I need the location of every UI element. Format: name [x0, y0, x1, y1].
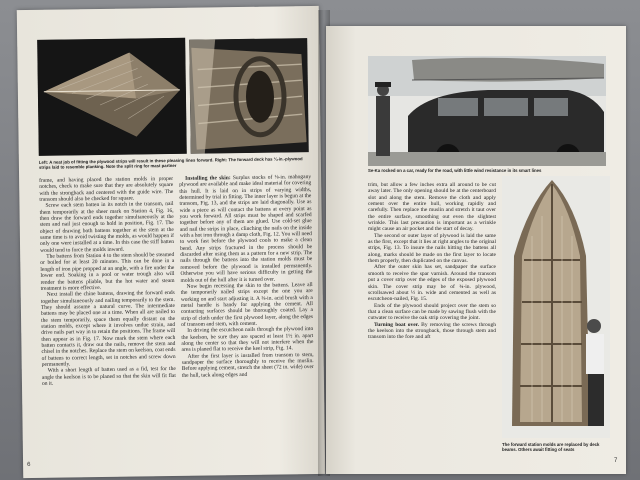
deck-photo — [189, 38, 309, 154]
deck-image — [189, 38, 309, 154]
paragraph: Screw each stem batten in its notch in the transom, nail them temporarily at the sheer mark on Station 4, Fig. 16, then draw the forward ends together simultaneously at the stem and nail just enough to hold in position, Fig. 17. The object of drawing both battens together at the stem at the same time is to avoid twisting the molds, as would happen if only one were installed at a time. In this case the stiff batten would tend to force the molds inward. — [39, 201, 175, 254]
paragraph: After the first layer is installed from transom to stem, sandpaper the surface thoroughly to receive the muslin. Before applying cement, stretch the sheet (72 in. wide) over the hull, tack along edges and — [181, 351, 314, 379]
hull-photo — [37, 38, 187, 156]
hull-upright-image — [502, 176, 610, 438]
paragraph: trim, but allow a few inches extra all around to be cut away later. The only opening should be at the centerboard slot and along the stem. Remove the cloth and apply cement over the entire hull, working rapidly and carefully. Then replace the muslin and stretch it taut over the entire surface, smoothing out even the slightest wrinkle. This last precaution is important as a wrinkle might cause an air pocket and the start of decay. — [368, 182, 496, 233]
paragraph: The second or outer layer of plywood is laid the same as the first, except that it lies at right angles to the original strips, Fig. 13. To insure the nails hitting the battens all along, marks should be made on the first layer to locate them properly, then duplicated on the canvas. — [368, 232, 496, 265]
page-number: 7 — [614, 458, 618, 464]
top-caption: Se-Ka rocked on a car, ready for the road, with little wind resistance in its smart lines — [368, 168, 542, 173]
paragraph: Ends of the plywood should project over the stem so that a clean surface can be made by sawing flush with the cutwater to receive the oak strip covering the joint. — [368, 302, 496, 322]
paragraph-text: By removing the screws through the keelson into the strongback, those through stem and transom into the fore and aft — [368, 321, 496, 341]
hull-upright-photo — [502, 176, 610, 438]
paragraph-text: Surplus stocks of ⅛-in. mahogany plywood are available and make ideal material for covering this hull. It is laid on in strips of varying widths, determined by trial in fitting. The inner layer is begun at the transom, Fig. 13, and the strips are laid diagonally. Use as wide a piece as will contact the battens at every point as you work forward. All strips must be shaped and scarfed together before any of them are glued. Use cold-set glue and nail the strips in place, clinching the nails on the inside with a hot iron through a damp cloth, Fig. 12. You will need to work fast before the plywood cools to make a clean bend. Any strips fractured in the process should be discarded after using them as a pattern for a new strip. The nails through the battens into the station molds must be removed before the plywood is installed permanently. Otherwise you will have serious difficulty in getting the molds out of the hull after it is turned over. — [179, 174, 313, 284]
page-number: 6 — [27, 461, 31, 469]
paragraph: The battens from Station 4 to the stem should be steamed or boiled for at least 20 minutes. This can be done in a length of iron pipe propped at an angle, with a fire under the lower end. Soaking in a pool or water trough also will render the battens pliable, but the hot water and steam treatment is more effective. — [40, 252, 175, 292]
right-column-1 — [368, 182, 496, 462]
paragraph: Now begin recessing the skin to the battens. Leave all the temporarily nailed strips except the one you are working on and start adjusting it. A ⅜-in. acid brush with a metal handle is handy for applying the cement. All contacting surfaces should be thoroughly coated. Lay a strip of cloth under the first plywood layer, along the edges of transom and stem, with cement. — [180, 281, 314, 328]
left-caption: Left: A neat job of fitting the plywood strips will result in these pleasing lines forward. Right: The forward deck has ¼-in.-plywood strips laid to resemble planking. Note the split ring for mast partner — [38, 156, 303, 170]
section-heading: Installing the skin: — [185, 175, 231, 182]
right-page — [326, 26, 626, 474]
section-heading: Turning boat over. — [374, 321, 419, 328]
hull-bottom-image — [37, 38, 187, 156]
paragraph: After the outer skin has set, sandpaper the surface smooth to receive the spar varnish. Around the transom put a cover strip over the edges of the exposed plywood skin. The cover strip may be of ¾-in. plywood, scrollsawed about ½ in. wide and cemented as well as escutcheon-nailed, Fig. 15. — [368, 264, 496, 303]
car-image — [368, 56, 606, 166]
paragraph: frame, and having placed the station molds in proper notches, check to make sure that they are absolutely square with the strongback and centered with the guide wire. The transom should also be checked for square. — [39, 175, 174, 203]
paragraph — [368, 322, 496, 341]
car-photo — [368, 56, 606, 166]
left-column-1 — [39, 176, 177, 462]
paragraph: Next install the chine battens, drawing the forward ends together simultaneously and nailing temporarily to the stem. They should assume a natural curve. The intermediate battens may be placed one at a time. When all are nailed to the stem temporarily, space them equally distant on the station molds, except where it involves undue strain, and drive nails part way in to retain the positions. The frame will then appear as in Fig. 17. Now mark the stem where each batten contacts it, draw out the nails, remove the stem and chisel in the notches. Replace the stem on keelson, coat ends of battens to correct length, set in notches and screw down permanently. — [40, 290, 176, 368]
left-column-2 — [179, 174, 315, 460]
paragraph: In driving the escutcheon nails through the plywood into the keelson, be sure they are spaced at least 1½ in. apart along the center so that they will not interfere when the area is planed flat to receive the keel strip, Fig. 14. — [181, 326, 314, 354]
paragraph: With a short length of batten used as a fid, test for the angle the keelson is to be planed so that the skin will fit flat on it. — [41, 366, 176, 387]
bottom-caption: The forward station molds are replaced by deck beams. Others await fitting of seats — [502, 442, 600, 452]
paragraph — [179, 174, 312, 284]
left-page — [17, 6, 326, 478]
